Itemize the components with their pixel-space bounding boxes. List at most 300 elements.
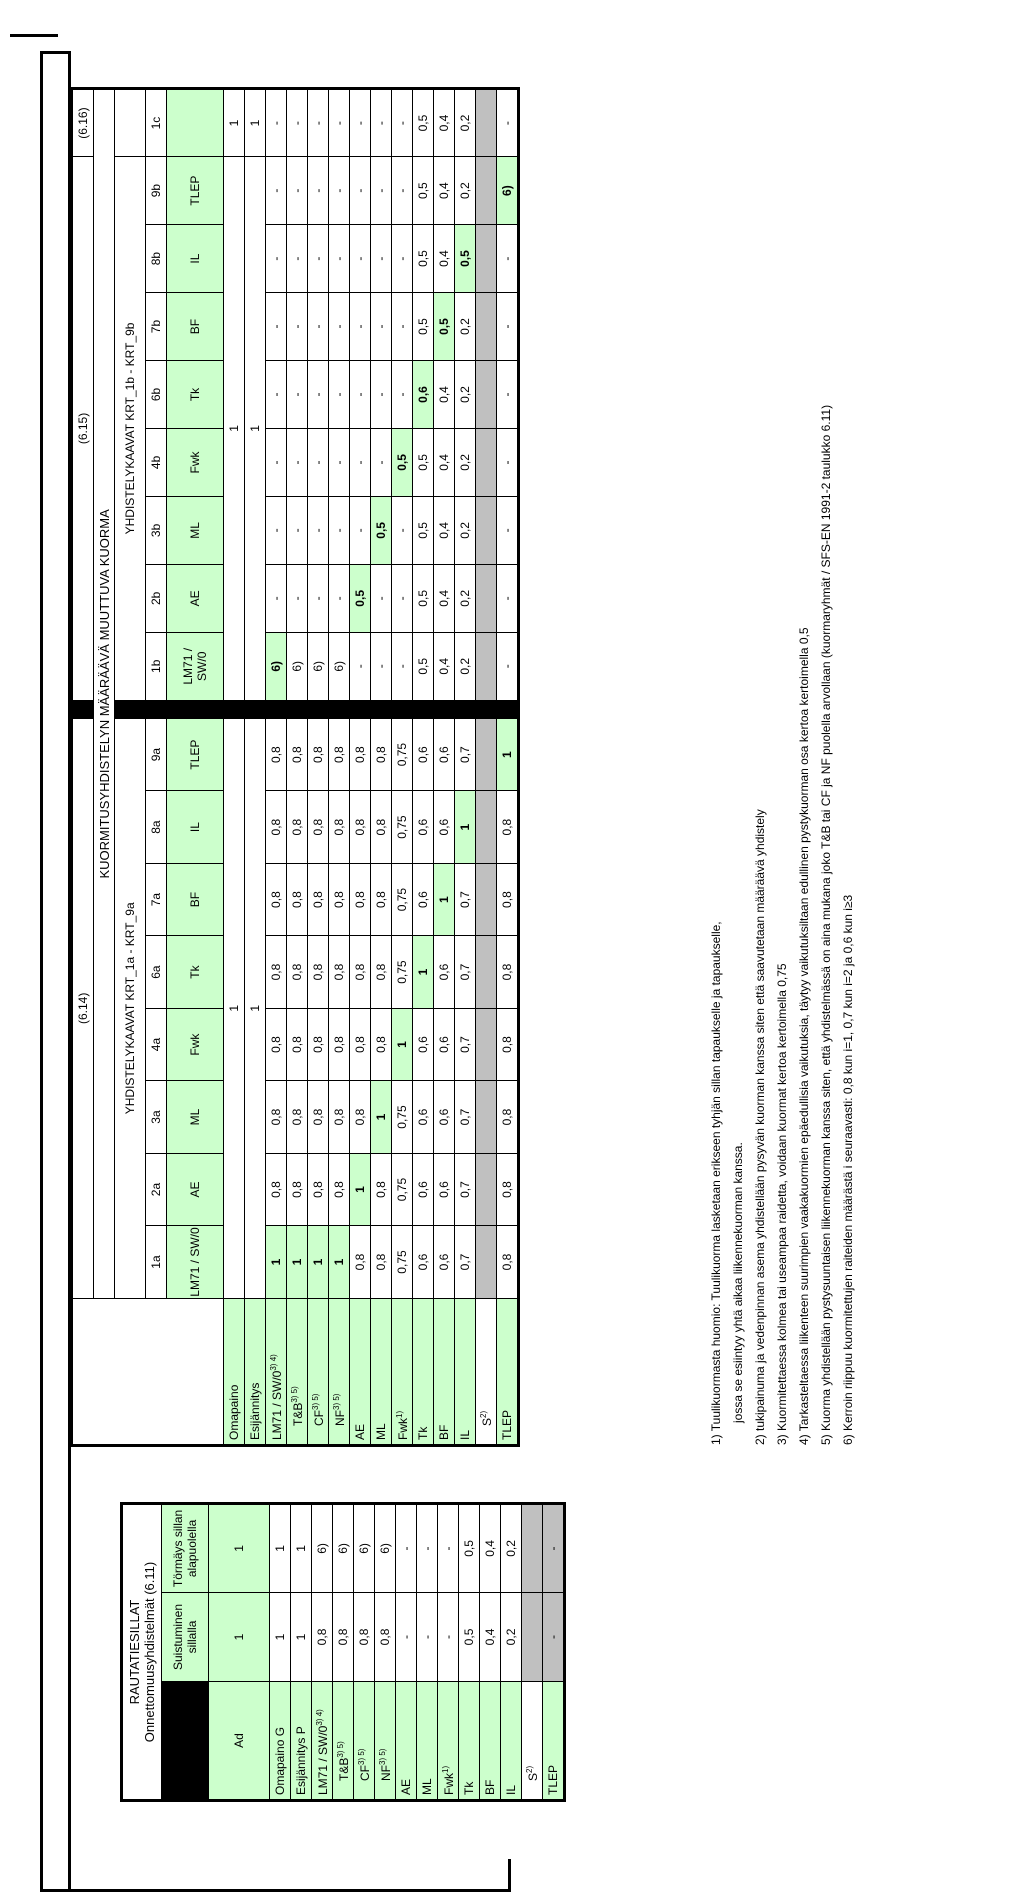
- value-b: 0,4: [434, 428, 455, 496]
- col-head-a: IL: [167, 791, 224, 863]
- rail-value-1: 1: [291, 1592, 312, 1681]
- value-b: 0,5: [413, 293, 434, 361]
- value-a: 0,7: [455, 1226, 476, 1298]
- value-b: 0,5: [371, 496, 392, 564]
- value-a: [476, 718, 497, 790]
- value-b: 0,5: [413, 632, 434, 700]
- value-b: 6): [308, 632, 329, 700]
- value-a: 0,6: [413, 1008, 434, 1080]
- row-label: [312, 1682, 333, 1801]
- col-id-b: 8b: [146, 225, 167, 293]
- row-label: [350, 1298, 371, 1445]
- value-b: -: [329, 361, 350, 429]
- value-b: -: [287, 496, 308, 564]
- value-a: 0,8: [266, 1081, 287, 1153]
- row-label: [287, 1298, 308, 1445]
- col-id-a: 2a: [146, 1153, 167, 1225]
- value-a: 0,8: [497, 791, 519, 863]
- row-label: [459, 1682, 480, 1801]
- value-b: -: [392, 225, 413, 293]
- value-b: [476, 564, 497, 632]
- col-id-b: 3b: [146, 496, 167, 564]
- rail-value-2: 0,4: [480, 1504, 501, 1593]
- value-a: 0,8: [287, 1153, 308, 1225]
- value-b: -: [371, 428, 392, 496]
- row-label: [354, 1682, 375, 1801]
- value-b: -: [350, 428, 371, 496]
- value-a: [476, 791, 497, 863]
- value-a: 0,8: [329, 1008, 350, 1080]
- col-head-a: AE: [167, 1153, 224, 1225]
- row-label-text: ML: [374, 1423, 388, 1440]
- rail-accident-table: [120, 1502, 566, 1802]
- row-label-text: CF: [311, 1410, 326, 1426]
- note-6: 6) Kerroin riippuu kuormitettujen raiteiden määrästä i seuraavasti: 0,8 kun i=1, 0,7 kun i=2 ja 0,6 kun i≥3: [841, 894, 855, 1445]
- value-a: 0,6: [434, 791, 455, 863]
- row-label: [438, 1682, 459, 1801]
- row-label-text: T&B: [290, 1402, 305, 1426]
- value-b: -: [329, 496, 350, 564]
- row-label: Esijännitys: [245, 1298, 266, 1445]
- value-b: -: [329, 157, 350, 225]
- row-label: [501, 1682, 522, 1801]
- row-label-text: T&B: [336, 1757, 351, 1781]
- row-label: [375, 1682, 396, 1801]
- value-a: 0,75: [392, 718, 413, 790]
- row-label-text: Fwk: [395, 1418, 410, 1440]
- value-b: -: [287, 157, 308, 225]
- value-a: 0,8: [350, 791, 371, 863]
- value-b: -: [371, 157, 392, 225]
- row-label-text: IL: [504, 1784, 518, 1795]
- col-head-a: BF: [167, 863, 224, 935]
- value-a: 0,8: [371, 863, 392, 935]
- col-id-a: 8a: [146, 791, 167, 863]
- value-b: -: [266, 564, 287, 632]
- value-b: -: [371, 632, 392, 700]
- col-head-b: BF: [167, 293, 224, 361]
- value-a: 0,8: [350, 863, 371, 935]
- value-a: 0,8: [329, 718, 350, 790]
- row-label: [371, 1298, 392, 1445]
- row-label-text: Omapaino G: [273, 1726, 287, 1795]
- value-a: 0,75: [392, 1226, 413, 1298]
- value-a: 0,8: [371, 718, 392, 790]
- value-b: -: [329, 428, 350, 496]
- col-head-b: AE: [167, 564, 224, 632]
- row-label: [308, 1298, 329, 1445]
- group-a-title: YHDISTELYKAAVAT KRT_1a - KRT_9a: [115, 718, 146, 1298]
- value-b: -: [497, 564, 519, 632]
- row-label-text: S: [525, 1772, 540, 1781]
- main-title: KUORMITUSYHDISTELYN MÄÄRÄÄVÄ MUUTTUVA KUORMA: [94, 89, 115, 1299]
- value-b: 0,5: [413, 157, 434, 225]
- row-label-text: ML: [420, 1778, 434, 1795]
- value-a: 0,6: [434, 936, 455, 1008]
- value-b: -: [371, 564, 392, 632]
- rail-value-1: -: [417, 1592, 438, 1681]
- col-id-b: 1c: [146, 89, 167, 157]
- value-a: 0,8: [266, 791, 287, 863]
- value-a: 1: [287, 1226, 308, 1298]
- rail-head-1: Suistuminen sillalla: [162, 1592, 209, 1681]
- value-b: -: [287, 564, 308, 632]
- value-b: -: [392, 361, 413, 429]
- value-a: 0,75: [392, 791, 413, 863]
- col-head-a: TLEP: [167, 718, 224, 790]
- col-head-a: Tk: [167, 936, 224, 1008]
- value-b: -: [350, 632, 371, 700]
- row-label-sup: 3) 4): [314, 1709, 324, 1726]
- value-a: 0,6: [434, 718, 455, 790]
- value-a: 0,8: [287, 863, 308, 935]
- value-b: [476, 225, 497, 293]
- value-b: -: [371, 361, 392, 429]
- value-b: 0,4: [434, 632, 455, 700]
- col-id-b: 6b: [146, 361, 167, 429]
- value-b: 0,4: [434, 496, 455, 564]
- row-label-text: AE: [399, 1778, 413, 1795]
- value-a: [476, 1226, 497, 1298]
- value-a: 0,8: [308, 1008, 329, 1080]
- value-a: 0,6: [413, 1081, 434, 1153]
- value-b: -: [308, 89, 329, 157]
- row-label: [266, 1298, 287, 1445]
- value-a: 0,8: [371, 1153, 392, 1225]
- value-a: 0,7: [455, 863, 476, 935]
- value-a: 0,6: [434, 1226, 455, 1298]
- ad-value-2: 1: [209, 1504, 270, 1593]
- value-a: 0,7: [455, 718, 476, 790]
- value-b: 6): [266, 632, 287, 700]
- value-b: 0,2: [455, 89, 476, 157]
- value-a: 0,8: [308, 791, 329, 863]
- row-label: [480, 1682, 501, 1801]
- eq-ref-b: (6.15): [72, 157, 94, 701]
- rail-value-2: -: [417, 1504, 438, 1593]
- value-a: 0,6: [413, 791, 434, 863]
- value-b: -: [266, 89, 287, 157]
- col-id-a: 6a: [146, 936, 167, 1008]
- row-label-text: BF: [483, 1779, 497, 1795]
- value-b: -: [287, 225, 308, 293]
- value-b: -: [350, 89, 371, 157]
- value-b: 0,6: [413, 361, 434, 429]
- value-a: 0,8: [350, 718, 371, 790]
- value-a: 0,8: [266, 718, 287, 790]
- row-label-text: TLEP: [500, 1409, 514, 1440]
- value-b: -: [392, 496, 413, 564]
- rail-value-1: -: [396, 1592, 417, 1681]
- rail-value-1: 0,5: [459, 1592, 480, 1681]
- value-a: 1: [455, 791, 476, 863]
- col-id-a: 9a: [146, 718, 167, 790]
- value-a: 0,8: [287, 1081, 308, 1153]
- row-label-text: Tk: [416, 1426, 430, 1440]
- col-head-a: ML: [167, 1081, 224, 1153]
- row-label-sup: 3) 5): [335, 1741, 345, 1758]
- rail-value-2: 6): [354, 1504, 375, 1593]
- value-b: -: [329, 89, 350, 157]
- rail-value-2: [522, 1504, 543, 1593]
- col-id-a: 1a: [146, 1226, 167, 1298]
- rail-value-2: 0,2: [501, 1504, 522, 1593]
- col-head-b: Fwk: [167, 428, 224, 496]
- value-b: -: [497, 361, 519, 429]
- row-label-text: NF: [378, 1765, 393, 1781]
- row-label-sup: 1): [440, 1765, 450, 1773]
- rail-value-1: 0,8: [312, 1592, 333, 1681]
- value-b: -: [497, 293, 519, 361]
- value-b: 0,4: [434, 89, 455, 157]
- value-a: [476, 1081, 497, 1153]
- note-1: 1) Tuulikuormasta huomio: Tuulikuorma lasketaan erikseen tyhjän sillan tapaukselle ja tapaukselle,: [709, 921, 723, 1445]
- row-label-text: Tk: [462, 1781, 476, 1795]
- col-id-b: 7b: [146, 293, 167, 361]
- value-a: 1: [308, 1226, 329, 1298]
- value-b: 0,2: [455, 496, 476, 564]
- value-a: 1: [392, 1008, 413, 1080]
- value-b: 0,2: [455, 564, 476, 632]
- rail-title-2: Onnettomuusyhdistelmät (6.11): [142, 1561, 157, 1743]
- value-a: 1: [413, 936, 434, 1008]
- row-label-text: AE: [353, 1423, 367, 1440]
- col-head-a: LM71 / SW/0: [167, 1226, 224, 1298]
- value-b: -: [350, 496, 371, 564]
- value-c: 1: [245, 89, 266, 157]
- col-id-a: 7a: [146, 863, 167, 935]
- value-a: 0,6: [434, 1153, 455, 1225]
- rail-value-1: 0,8: [375, 1592, 396, 1681]
- value-b: -: [350, 157, 371, 225]
- value-b: -: [308, 157, 329, 225]
- value-b: 0,2: [455, 361, 476, 429]
- col-id-a: 4a: [146, 1008, 167, 1080]
- value-b: 0,5: [413, 428, 434, 496]
- value-a: 0,8: [308, 718, 329, 790]
- value-a: 0,8: [329, 863, 350, 935]
- ad-label: Ad: [209, 1682, 270, 1801]
- value-a: 0,8: [266, 1153, 287, 1225]
- rail-value-2: -: [396, 1504, 417, 1593]
- value-b: 1: [224, 157, 245, 701]
- value-b: 0,4: [434, 361, 455, 429]
- value-b: [476, 361, 497, 429]
- value-b: 0,5: [413, 225, 434, 293]
- value-a: 0,8: [497, 1081, 519, 1153]
- value-b: -: [497, 428, 519, 496]
- value-b: -: [308, 564, 329, 632]
- value-b: [476, 89, 497, 157]
- value-b: 0,5: [455, 225, 476, 293]
- value-a: 0,8: [350, 936, 371, 1008]
- value-a: 0,7: [455, 1153, 476, 1225]
- rail-title: [122, 1504, 162, 1801]
- value-a: 1: [497, 718, 519, 790]
- col-id-b: 4b: [146, 428, 167, 496]
- row-label: [413, 1298, 434, 1445]
- rail-value-1: 1: [270, 1592, 291, 1681]
- value-a: 0,6: [413, 863, 434, 935]
- value-b: -: [266, 293, 287, 361]
- value-a: 0,8: [329, 1153, 350, 1225]
- value-b: -: [329, 293, 350, 361]
- value-b: [476, 428, 497, 496]
- rail-value-2: 1: [291, 1504, 312, 1593]
- value-a: 0,8: [350, 1081, 371, 1153]
- value-a: 0,6: [413, 718, 434, 790]
- row-label: Omapaino: [224, 1298, 245, 1445]
- value-b: -: [497, 225, 519, 293]
- col-id-b: 9b: [146, 157, 167, 225]
- rail-value-2: -: [438, 1504, 459, 1593]
- value-b: 0,4: [434, 225, 455, 293]
- value-b: 6): [497, 157, 519, 225]
- value-a: 0,6: [413, 1153, 434, 1225]
- value-a: 0,7: [455, 1008, 476, 1080]
- value-b: -: [287, 293, 308, 361]
- row-label: [329, 1298, 350, 1445]
- row-label-text: IL: [458, 1429, 472, 1440]
- value-a: 0,8: [308, 1153, 329, 1225]
- value-b: -: [308, 496, 329, 564]
- row-label-sup: 1): [394, 1410, 404, 1418]
- col-head-a: Fwk: [167, 1008, 224, 1080]
- row-label: [270, 1682, 291, 1801]
- value-b: 0,5: [413, 564, 434, 632]
- col-head-b: IL: [167, 225, 224, 293]
- col-head-b: ML: [167, 496, 224, 564]
- row-label: [291, 1682, 312, 1801]
- row-label-text: Fwk: [441, 1773, 456, 1795]
- value-b: -: [497, 496, 519, 564]
- note-1b: jossa se esiintyy yhtä aikaa liikennekuorman kanssa.: [731, 1142, 745, 1423]
- value-a: 0,75: [392, 1081, 413, 1153]
- value-a: 1: [224, 718, 245, 1298]
- value-a: 0,8: [329, 791, 350, 863]
- col-id-a: 3a: [146, 1081, 167, 1153]
- value-b: 0,5: [413, 496, 434, 564]
- value-b: 6): [287, 632, 308, 700]
- value-b: -: [308, 428, 329, 496]
- rail-value-2: 0,5: [459, 1504, 480, 1593]
- rail-value-2: 6): [333, 1504, 354, 1593]
- rail-value-1: -: [543, 1592, 565, 1681]
- row-label-text: S: [479, 1417, 494, 1426]
- value-a: 0,8: [371, 1008, 392, 1080]
- row-label: [434, 1298, 455, 1445]
- value-b: 0,5: [350, 564, 371, 632]
- value-b: [476, 157, 497, 225]
- row-label-sup: 3) 5): [310, 1393, 320, 1410]
- note-3: 3) Kuormitettaessa kolmea tai useampaa raidetta, voidaan kuormat kertoa kertoimella 0,75: [775, 963, 789, 1445]
- rail-value-1: 0,8: [354, 1592, 375, 1681]
- group-b-title: YHDISTELYKAAVAT KRT_1b - KRT_9b: [115, 157, 146, 701]
- eq-ref-c: (6.16): [72, 89, 94, 157]
- value-b: 6): [329, 632, 350, 700]
- value-a: 0,8: [266, 1008, 287, 1080]
- value-b: -: [266, 496, 287, 564]
- value-b: 0,2: [455, 157, 476, 225]
- row-label: [392, 1298, 413, 1445]
- value-b: 0,2: [455, 632, 476, 700]
- rail-value-1: [522, 1592, 543, 1681]
- rail-value-2: -: [543, 1504, 565, 1593]
- value-b: -: [266, 361, 287, 429]
- row-label: [455, 1298, 476, 1445]
- row-label-sup: 3) 5): [331, 1393, 341, 1410]
- row-label-text: LM71 / SW/0: [315, 1725, 330, 1795]
- rail-value-1: 0,8: [333, 1592, 354, 1681]
- value-b: [476, 632, 497, 700]
- col-id-b: 1b: [146, 632, 167, 700]
- row-label-sup: 3) 4): [268, 1354, 278, 1371]
- value-a: 0,8: [497, 1008, 519, 1080]
- row-label-sup: 3) 5): [377, 1748, 387, 1765]
- value-b: -: [329, 564, 350, 632]
- value-a: 0,6: [434, 1008, 455, 1080]
- row-label-sup: 2): [478, 1410, 488, 1418]
- value-b: -: [392, 293, 413, 361]
- value-b: -: [497, 632, 519, 700]
- value-a: 0,8: [329, 936, 350, 1008]
- value-b: 0,2: [455, 293, 476, 361]
- value-a: 0,8: [350, 1226, 371, 1298]
- rail-head-2: Törmäys sillan alapuolella: [162, 1504, 209, 1593]
- value-a: 0,8: [329, 1081, 350, 1153]
- footnotes: [705, 85, 859, 1445]
- value-b: -: [266, 428, 287, 496]
- value-b: -: [308, 293, 329, 361]
- value-b: -: [392, 157, 413, 225]
- row-label-text: NF: [332, 1410, 347, 1426]
- main-combination-table: [70, 87, 520, 1447]
- row-label-text: CF: [357, 1765, 372, 1781]
- ad-value-1: 1: [209, 1592, 270, 1681]
- rail-value-2: 6): [312, 1504, 333, 1593]
- value-b: -: [371, 293, 392, 361]
- value-a: 0,8: [497, 1153, 519, 1225]
- rail-value-2: 6): [375, 1504, 396, 1593]
- rail-value-1: -: [438, 1592, 459, 1681]
- value-b: -: [392, 564, 413, 632]
- col-head-b: [167, 89, 224, 157]
- value-a: 1: [329, 1226, 350, 1298]
- row-label-text: BF: [437, 1424, 451, 1440]
- value-b: -: [287, 361, 308, 429]
- left-frame: [40, 1859, 511, 1892]
- top-frame: [40, 51, 71, 1892]
- value-a: 0,8: [371, 791, 392, 863]
- page-mark: [10, 34, 58, 37]
- row-label: [522, 1682, 543, 1801]
- value-a: 0,8: [266, 863, 287, 935]
- value-b: -: [392, 89, 413, 157]
- value-b: -: [371, 225, 392, 293]
- value-b: -: [266, 157, 287, 225]
- row-label: [333, 1682, 354, 1801]
- note-5: 5) Kuorma yhdistellään pystysuuntaisen liikennekuorman kanssa siten, että yhdistelmässä on aina mukana joko T&B tai CF ja NF puolella arvollaan (kuormaryhmät / SFS-EN 1991-2 taulukko 6.11): [819, 404, 833, 1445]
- value-a: 1: [371, 1081, 392, 1153]
- value-a: 0,8: [350, 1008, 371, 1080]
- value-a: 0,8: [308, 936, 329, 1008]
- value-b: -: [371, 89, 392, 157]
- value-a: 1: [434, 863, 455, 935]
- value-a: [476, 1008, 497, 1080]
- value-a: 1: [245, 718, 266, 1298]
- row-label-sup: 3) 5): [289, 1386, 299, 1403]
- value-b: -: [350, 225, 371, 293]
